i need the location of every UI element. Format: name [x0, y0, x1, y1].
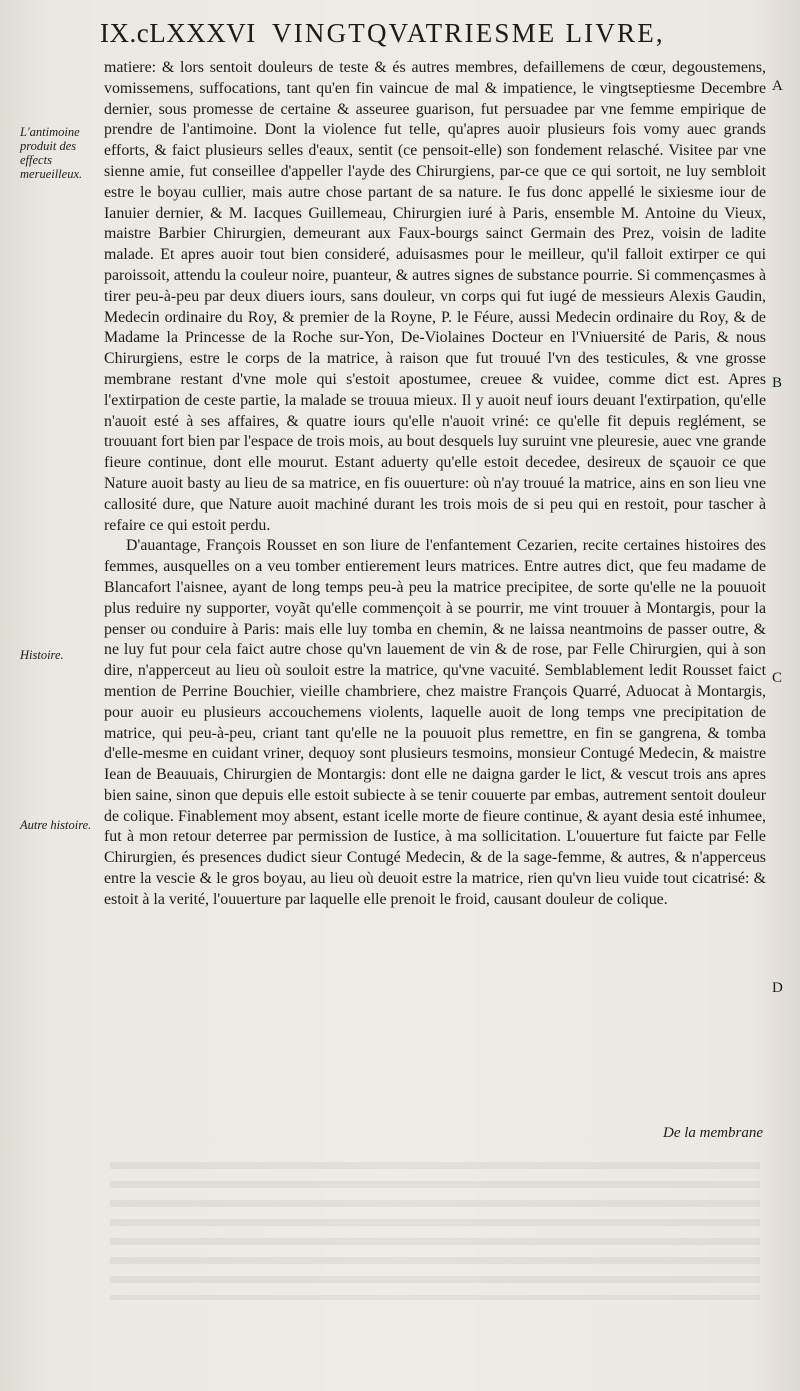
folio-number: IX.cLXXXVI: [100, 18, 256, 48]
paragraph-2: D'auantage, François Rousset en son liure de l'enfantement Cezarien, recite certaines histoires des femmes, ausquelles on a veu tomber entierement leurs matrices. Entre autres dict, que feu madame de Blancafort l'aisnee, ayant de long temps peu-à peu la matrice precipitee, de sorte qu'elle ne la pouuoit plus reduire ny supporter, voyãt qu'elle commençoit à se pourrir, me vint trouuer à Montargis, pour la penser ou conduire à Paris: mais elle luy tomba en chemin, & ne laissa neantmoins de passer outre, & ne luy fut pour cela faict autre chose qu'vn lauement de vin & de rose, par Felle Chirurgien, qui à son dire, n'apperceut au lieu où souloit estre la matrice, qu'vne vacuité. Semblablement ledit Rousset faict mention de Perrine Bouchier, vieille chambriere, chez maistre François Quarré, Aduocat à Montargis, pour auoir eu plusieurs accouchemens violents, laquelle auoit de long temps vne precipitation de matrice, qui peu-à-peu, criant tant qu'elle ne la pouuoit plus remettre, en fin se gangrena, & tomba d'elle-mesme en cuidant vriner, dequoy sont plusieurs tesmoins, monsieur Contugé Medecin, & maistre Iean de Beauuais, Chirurgien de Montargis: dont elle ne daigna garder le lict, & vescut trois ans apres bien saine, sinon que depuis elle estoit subiecte à se tenir couuerte par embas, autrement sentoit douleur de colique. Finablement moy absent, estant icelle morte de fieure continue, & ayant desia esté inhumee, fut à mon retour deterree par permission de Iustice, à ma sollicitation. L'ouuerture fut faicte par Felle Chirurgien, és presences dudict sieur Contugé Medecin, & de la sage-femme, & autres, & n'apperceus entre la vescie & le gros boyau, au lieu où deuoit estre la matrice, rien qu'vn lieu vuide tout cicatrisé: & estoit à la verité, l'ouuerture par laquelle elle prenoit le froid, causant douleur de colique.: [104, 537, 766, 908]
catchword: De la membrane: [663, 1125, 763, 1141]
body-text: [104, 58, 766, 911]
show-through-area: [110, 1150, 760, 1300]
section-letter-c: C: [772, 670, 783, 686]
margin-note-histoire: Histoire.: [20, 648, 64, 662]
section-letter-d: D: [772, 980, 783, 996]
section-letter-a: A: [772, 78, 783, 94]
section-letter-b: B: [772, 375, 783, 391]
margin-note-antimoine: L'antimoine produit des effects merueilleux.: [20, 125, 83, 181]
margin-note-autre-histoire: Autre histoire.: [20, 818, 92, 832]
paragraph-1: matiere: & lors sentoit douleurs de teste & és autres membres, defaillemens de cœur, degoustemens, vomissemens, suffocations, tant qu'en fin vaincue de mal & impatience, le vingtseptiesme Decembre dernier, sous promesse de certaine & asseuree guarison, fut persuadee par vne femme empirique de prendre de l'antimoine. Dont la violence fut telle, qu'apres auoir plusieurs fois vomy auec grands efforts, & faict plusieurs selles d'eaux, sentit (ce pensoit-elle) son fondement relasché. Visitee par vne sienne amie, fut conseillee d'appeller l'ayde des Chirurgiens, par-ce que ce qui sortoit, ne luy sembloit estre le boyau cullier, mais autre chose partant de sa nature. Ie fus donc appellé le sixiesme iour de Ianuier dernier, & M. Iacques Guillemeau, Chirurgien iuré à Paris, ensemble M. Antoine du Vieux, maistre Barbier Chirurgien, demeurant aux Faux-bourgs sainct Germain des Prez, voisin de ladite malade. Et apres auoir tout bien consideré, aduisasmes pour le meilleur, qu'il falloit extirper ce qui paroissoit, attendu la couleur noire, puanteur, & autres signes de substance pourrie. Si commençasmes à tirer peu-à-peu par deux diuers iours, sans douleur, vn corps qui fut iugé de messieurs Alexis Gaudin, Medecin ordinaire du Roy, & premier de la Royne, P. le Féure, aussi Medecin ordinaire du Roy, & de Madame la Princesse de la Roche sur-Yon, De-Violaines Docteur en l'Vniuersité de Paris, & nous Chirurgiens, estre le corps de la matrice, à raison que fut trouué l'vn des testicules, & vne grosse membrane restant d'vne mole qui s'estoit apostumee, creuee & vuidee, comme dict est. Apres l'extirpation de ceste partie, la malade se trouua mieux. Il y auoit neuf iours deuant l'extirpation, qu'elle n'auoit esté à ses affaires, & quatre iours qu'elle n'auoit vriné: ce qu'elle fit depuis reglément, se trouuant fort bien par l'espace de trois mois, au bout desquels luy suruint vne pleuresie, auec vne grande fieure continue, dont elle mourut. Estant aduerty qu'elle estoit decedee, desireux de sçauoir ce que Nature auoit basty au lieu de sa matrice, en fis ouuerture: où n'ay trouué la matrice, ains en son lieu vne callosité dure, que Nature auoit machiné durant les trois mois de si peu qui en restoit, pour tascher à refaire ce qui estoit perdu.: [104, 59, 766, 534]
running-header: [100, 18, 790, 52]
running-title: VINGTQVATRIESME LIVRE,: [272, 18, 665, 48]
